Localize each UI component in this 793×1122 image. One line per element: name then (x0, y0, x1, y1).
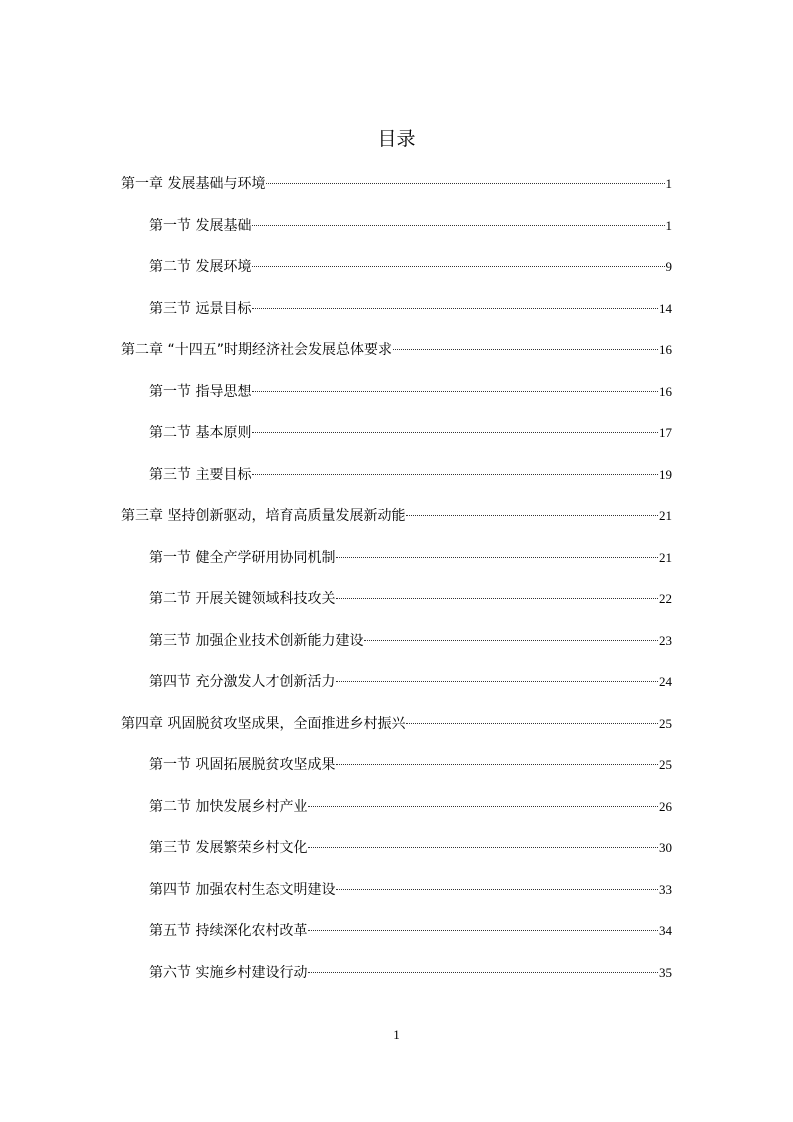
toc-chapter-entry[interactable] (121, 714, 672, 734)
toc-entry-page: 34 (659, 923, 672, 938)
toc-entry-label: 第三节 远景目标 (149, 301, 252, 317)
toc-entry-label: 第一节 发展基础 (149, 218, 252, 234)
toc-entry-label: 第六节 实施乡村建设行动 (149, 965, 308, 981)
toc-chapter-entry[interactable] (121, 340, 672, 360)
toc-entry-page: 1 (665, 218, 672, 233)
toc-dot-leader (336, 681, 658, 682)
toc-section-entry[interactable] (149, 548, 672, 568)
toc-entry-page: 22 (659, 591, 672, 606)
toc-dot-leader (308, 972, 658, 973)
toc-chapter-entry[interactable] (121, 174, 672, 194)
toc-section-entry[interactable] (149, 797, 672, 817)
toc-entry-label: 第四节 加强农村生态文明建设 (149, 882, 336, 898)
toc-entry-label: 第三节 主要目标 (149, 467, 252, 483)
toc-dot-leader (336, 764, 658, 765)
toc-entry-page: 25 (659, 757, 672, 772)
toc-entry-page: 26 (659, 799, 672, 814)
toc-entry-page: 16 (659, 384, 672, 399)
toc-section-entry[interactable] (149, 672, 672, 692)
toc-chapter-entry[interactable] (121, 506, 672, 526)
toc-dot-leader (336, 598, 658, 599)
toc-section-entry[interactable] (149, 921, 672, 941)
toc-dot-leader (308, 806, 658, 807)
toc-entry-label: 第一节 健全产学研用协同机制 (149, 550, 336, 566)
toc-entry-page: 25 (659, 716, 672, 731)
toc-section-entry[interactable] (149, 963, 672, 983)
toc-section-entry[interactable] (149, 838, 672, 858)
toc-entry-label: 第三节 发展繁荣乡村文化 (149, 840, 308, 856)
toc-entry-page: 33 (659, 882, 672, 897)
toc-dot-leader (252, 432, 658, 433)
toc-dot-leader (308, 847, 658, 848)
toc-entry-label: 第二节 加快发展乡村产业 (149, 799, 308, 815)
toc-section-entry[interactable] (149, 423, 672, 443)
toc-entry-page: 24 (659, 674, 672, 689)
toc-dot-leader (252, 308, 658, 309)
toc-section-entry[interactable] (149, 755, 672, 775)
toc-entry-label: 第二节 开展关键领域科技攻关 (149, 591, 336, 607)
toc-entry-label: 第三节 加强企业技术创新能力建设 (149, 633, 364, 649)
toc-entry-label: 第一章 发展基础与环境 (121, 176, 266, 192)
toc-dot-leader (308, 930, 658, 931)
toc-entry-page: 35 (659, 965, 672, 980)
toc-dot-leader (252, 266, 664, 267)
toc-dot-leader (406, 515, 658, 516)
page-number: 1 (393, 1027, 400, 1042)
toc-entry-page: 17 (659, 425, 672, 440)
toc-dot-leader (252, 391, 658, 392)
toc-section-entry[interactable] (149, 880, 672, 900)
toc-entry-page: 23 (659, 633, 672, 648)
toc-entry-label: 第四章 巩固脱贫攻坚成果，全面推进乡村振兴 (121, 716, 406, 732)
toc-entry-label: 第二章 “十四五”时期经济社会发展总体要求 (121, 342, 392, 358)
toc-entry-page: 9 (665, 259, 672, 274)
toc-dot-leader (336, 889, 658, 890)
toc-dot-leader (364, 640, 658, 641)
toc-section-entry[interactable] (149, 216, 672, 236)
toc-entry-page: 21 (659, 508, 672, 523)
toc-dot-leader (336, 557, 658, 558)
toc-entry-page: 30 (659, 840, 672, 855)
toc-dot-leader (393, 349, 658, 350)
toc-entry-page: 14 (659, 301, 672, 316)
toc-section-entry[interactable] (149, 382, 672, 402)
toc-entry-label: 第一节 巩固拓展脱贫攻坚成果 (149, 757, 336, 773)
toc-entry-label: 第三章 坚持创新驱动，培育高质量发展新动能 (121, 508, 406, 524)
toc-section-entry[interactable] (149, 465, 672, 485)
toc-entry-page: 21 (659, 550, 672, 565)
toc-dot-leader (252, 225, 664, 226)
toc-section-entry[interactable] (149, 589, 672, 609)
toc-dot-leader (406, 723, 658, 724)
toc-entry-page: 16 (659, 342, 672, 357)
toc-section-entry[interactable] (149, 299, 672, 319)
toc-entry-label: 第二节 发展环境 (149, 259, 252, 275)
toc-dot-leader (266, 183, 664, 184)
toc-entry-page: 19 (659, 467, 672, 482)
toc-section-entry[interactable] (149, 631, 672, 651)
toc-dot-leader (252, 474, 658, 475)
page-title: 目录 (377, 128, 416, 150)
toc-section-entry[interactable] (149, 257, 672, 277)
toc-entry-label: 第五节 持续深化农村改革 (149, 923, 308, 939)
toc-entry-page: 1 (665, 176, 672, 191)
toc-entry-label: 第二节 基本原则 (149, 425, 252, 441)
toc-entry-label: 第四节 充分激发人才创新活力 (149, 674, 336, 690)
toc-entry-label: 第一节 指导思想 (149, 384, 252, 400)
